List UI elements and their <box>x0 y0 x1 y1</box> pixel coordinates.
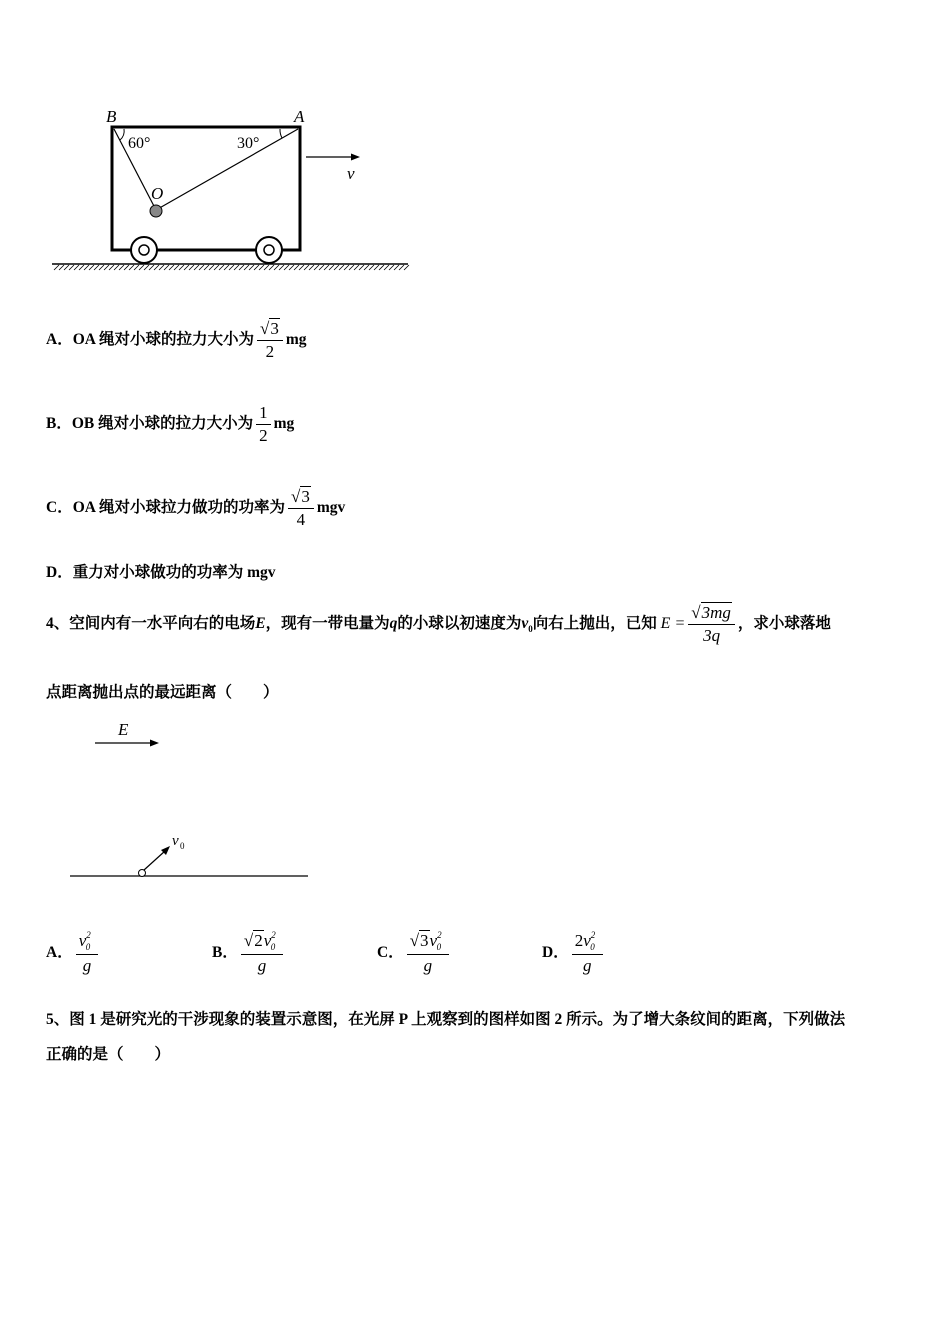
q4-option-c <box>377 930 452 977</box>
velocity-arrow <box>306 154 360 161</box>
launch-point <box>139 870 146 877</box>
question-4-stem: 4、空间内有一水平向右的电场E，现有一带电量为q的小球以初速度为$v_0$向右上抛出，已知 E = $\frac{√3mg}{3q}$ ，求小球落地 <box>46 603 831 645</box>
rope-oa <box>156 129 298 210</box>
label-o: O <box>151 184 164 203</box>
angle-60: 60° <box>128 135 151 152</box>
angle-30: 30° <box>237 135 260 152</box>
field-arrow <box>95 740 159 747</box>
label-a: A <box>294 107 305 126</box>
question-4-stem-line2: 点距离抛出点的最远距离（ ） <box>46 684 279 701</box>
q4-option-fraction: $\frac{2v20}{g}$ <box>572 930 603 977</box>
label-v0-sub: 0 <box>180 841 185 851</box>
label-b: B <box>106 107 117 126</box>
field-figure <box>60 715 320 885</box>
q4-option-b <box>212 930 286 977</box>
label-v: v <box>347 164 355 183</box>
initial-velocity-arrow <box>144 846 170 870</box>
ball <box>150 205 162 217</box>
q4-option-a <box>46 930 101 977</box>
q4-option-fraction: $\frac{√3v20}{g}$ <box>407 930 449 977</box>
q4-option-letter: C． <box>377 944 404 962</box>
fraction-1-over-2: $\frac{1}{2}$ <box>256 402 271 447</box>
question-5-line1: 5、图 1 是研究光的干涉现象的装置示意图，在光屏 P 上观察到的图样如图 2 所示。为了增大条纹间的距离，下列做法 <box>46 1011 846 1028</box>
q4-option-fraction: $\frac{v20}{g}$ <box>76 930 99 977</box>
formula-e-fraction: $\frac{√3mg}{3q}$ <box>688 602 735 647</box>
q4-option-d <box>542 930 606 977</box>
option-a: A．OA 绳对小球的拉力大小为 $\frac{√3}{2}$ mg <box>46 319 307 361</box>
q4-option-letter: A． <box>46 944 73 962</box>
label-v0: v <box>172 833 179 849</box>
option-b: B．OB 绳对小球的拉力大小为 $\frac{1}{2}$ mg <box>46 403 295 445</box>
label-e: E <box>118 720 129 739</box>
option-c: C．OA 绳对小球拉力做功的功率为 $\frac{√3}{4}$ mgv <box>46 487 346 529</box>
ground <box>52 264 409 270</box>
cart-figure <box>40 100 420 280</box>
option-d: D．重力对小球做功的功率为 mgv <box>46 564 276 581</box>
wheel-left <box>131 237 157 263</box>
q4-option-letter: B． <box>212 944 238 962</box>
wheel-right <box>256 237 282 263</box>
fraction-sqrt3-over-4: $\frac{√3}{4}$ <box>288 486 314 531</box>
q4-option-fraction: $\frac{√2v20}{g}$ <box>241 930 283 977</box>
fraction-sqrt3-over-2: $\frac{√3}{2}$ <box>257 318 283 363</box>
question-5-line2: 正确的是（ ） <box>46 1046 171 1063</box>
q4-option-letter: D． <box>542 944 569 962</box>
formula-e-lhs: E = <box>660 615 686 633</box>
